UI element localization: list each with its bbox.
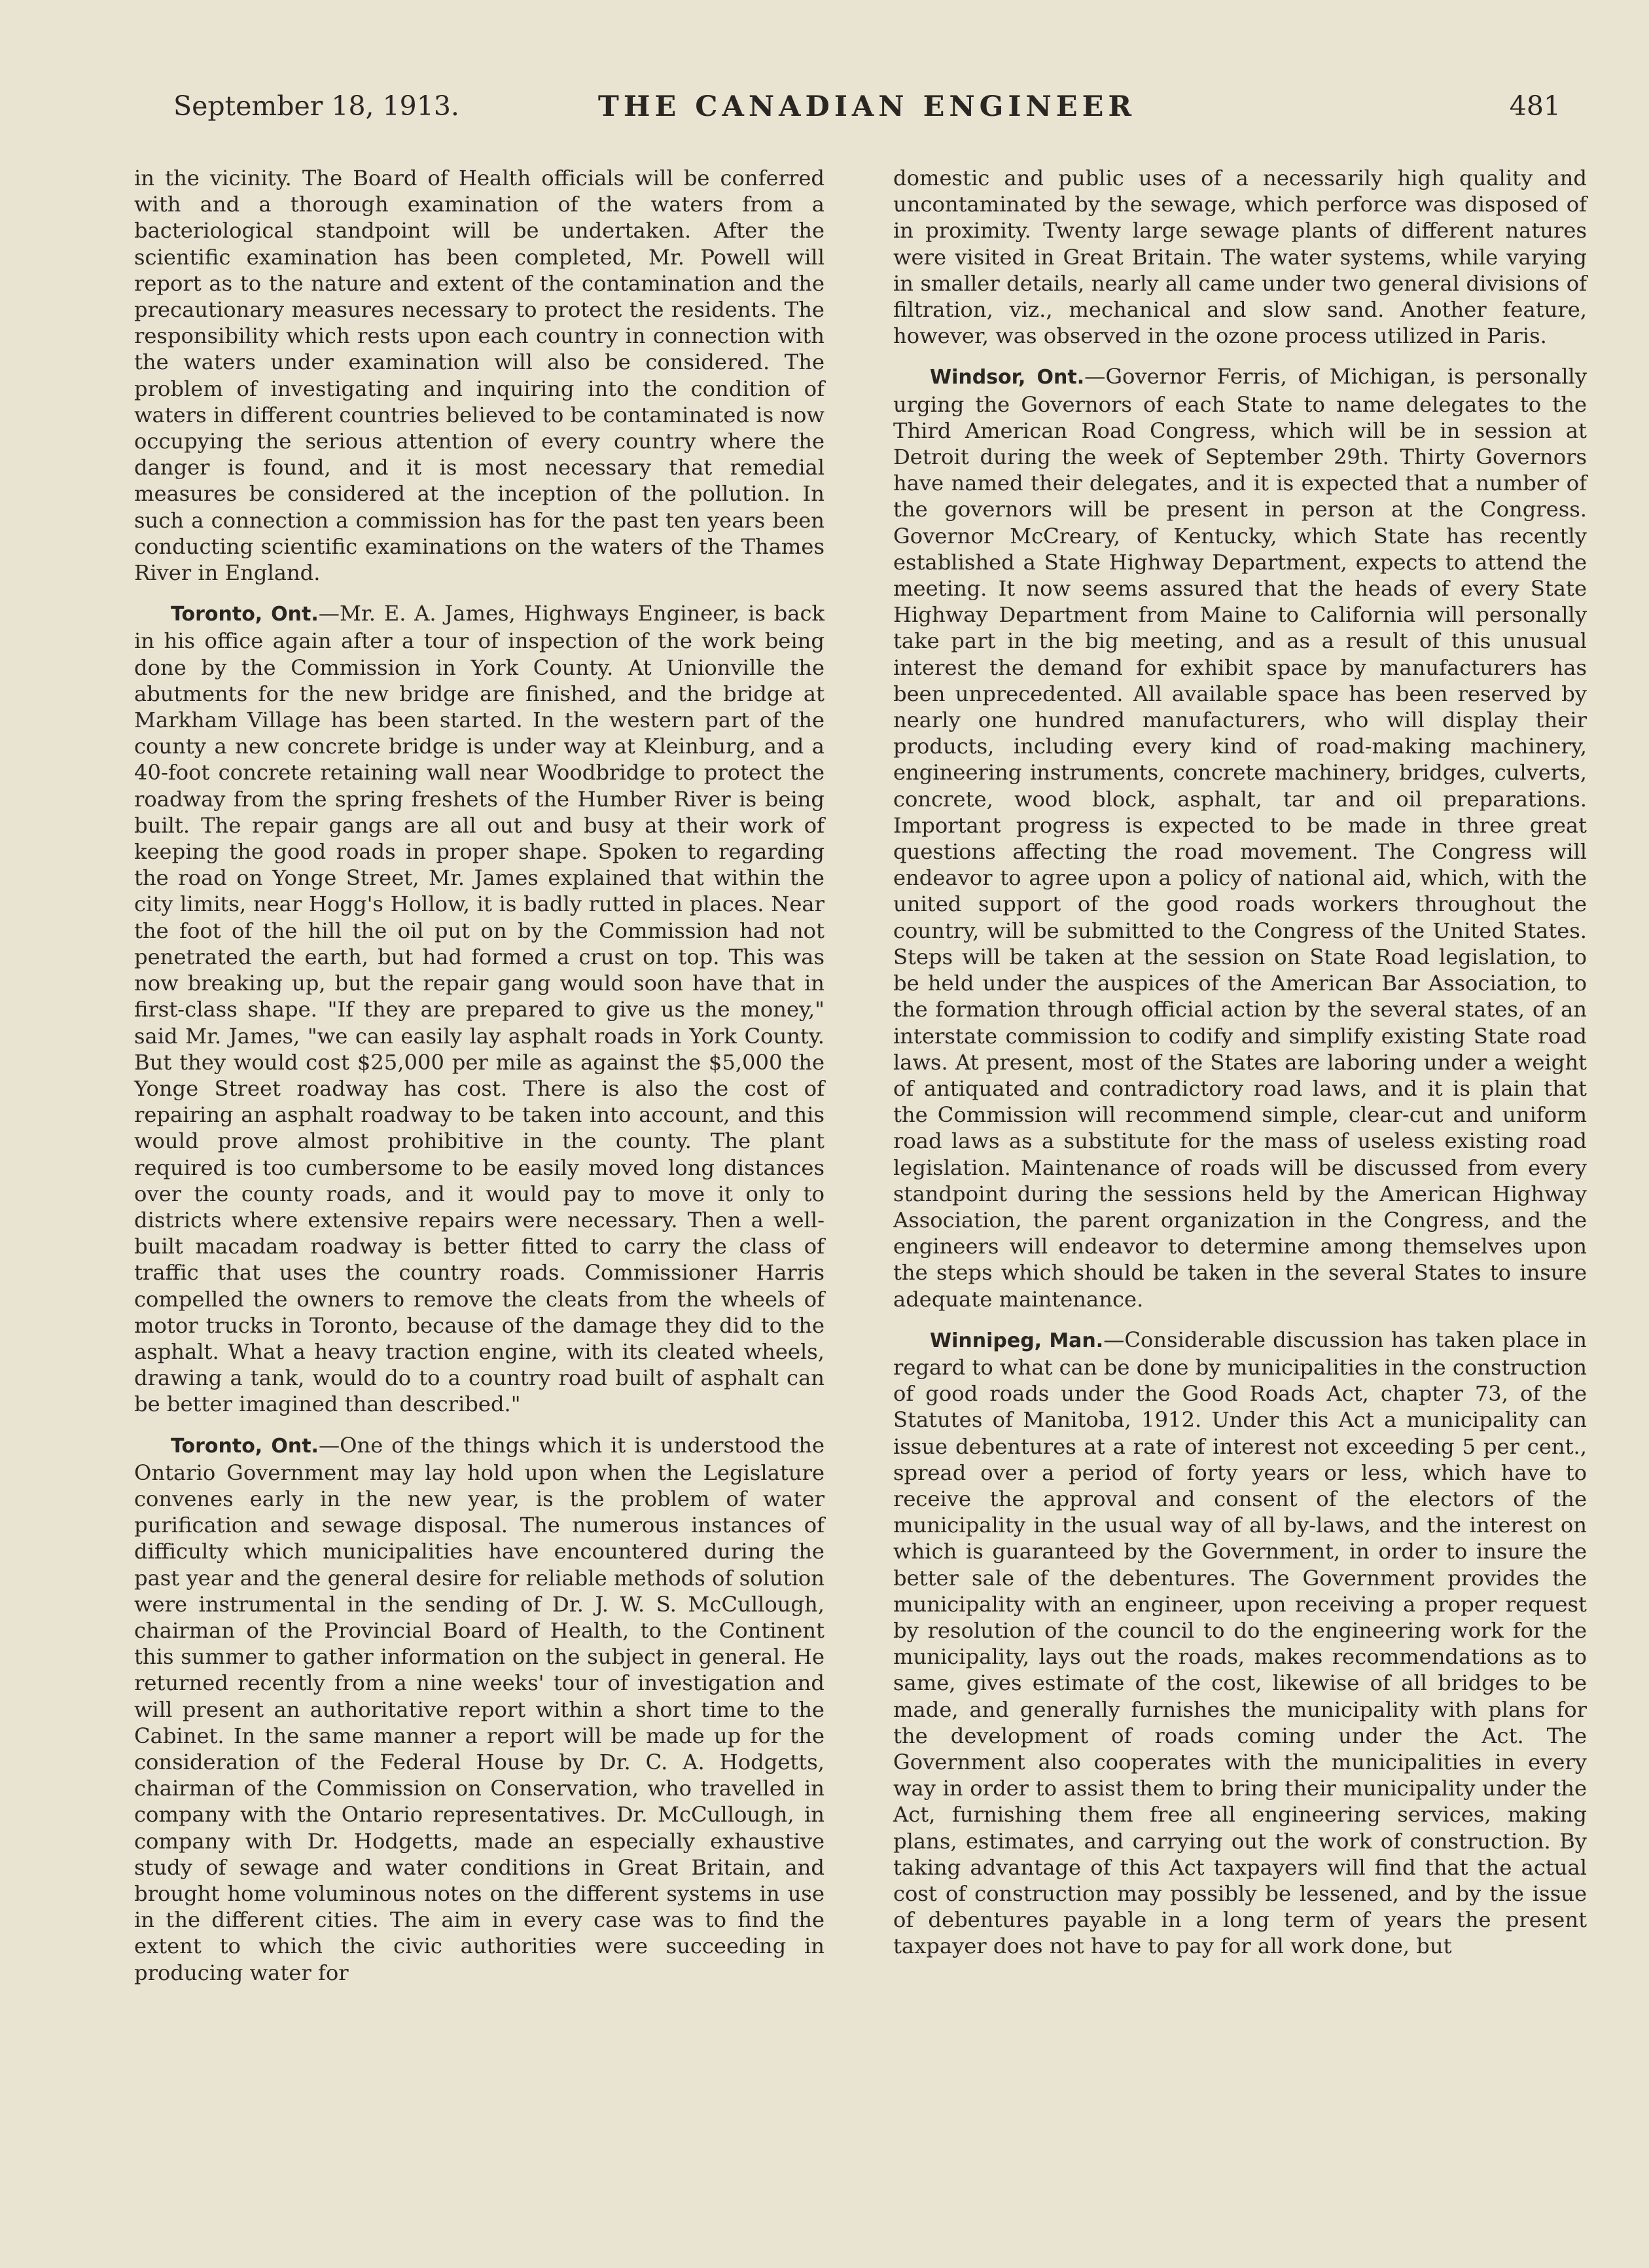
article-paragraph: in the vicinity. The Board of Health officials will be conferred with and a thorough examination of the waters from a bacteriological standpoint will be undertaken. After the scientific examination has been completed, Mr. Powell will report as to the nature and extent of the contamination and the precautionary measures necessary to protect the residents. The responsibility which rests upon each country in connection with the waters under examination will also be considered. The problem of investigating and inquiring into the condition of waters in different countries believed to be contaminated is now occupying the serious attention of every country where the danger is found, and it is most necessary that remedial measures be considered at the inception of the pollution. In such a connection a commission has for the past ten years been conducting scientific examinations on the waters of the Thames River in England. xyxy=(134,166,824,586)
right-column xyxy=(893,165,1587,1974)
article-paragraph xyxy=(893,363,1587,1312)
header-date: September 18, 1913. xyxy=(173,90,459,122)
dateline-place: Winnipeg, Man. xyxy=(930,1329,1104,1352)
page-header xyxy=(173,90,1561,136)
dateline-place: Toronto, Ont. xyxy=(171,1434,319,1458)
article-body: —Governor Ferris, of Michigan, is personally urging the Governors of each State to name delegates to the Third American Road Congress, which will be in session at Detroit during the week of September 29th. Thirty Governors have named their delegates, and it is expected that a number of the governors will be present in person at the Congress. Governor McCreary, of Kentucky, which State has recently established a State Highway Department, expects to attend the meeting. It now seems assured that the heads of every State Highway Department from Maine to California will personally take part in the big meeting, and as a result of this unusual interest the demand for exhibit space by manufacturers has been unprecedented. All available space has been reserved by nearly one hundred manufacturers, who will display their products, including every kind of road-making machinery, engineering instruments, concrete machinery, bridges, culverts, concrete, wood block, asphalt, tar and oil preparations. Important progress is expected to be made in three great questions affecting the road movement. The Congress will endeavor to agree upon a policy of national aid, which, with the united support of the good roads workers throughout the country, will be submitted to the Congress of the United States. Steps will be taken at the session on State Road legislation, to be held under the auspices of the American Bar Association, to the formation through official action by the several states, of an interstate commission to codify and simplify existing State road laws. At present, most of the States are laboring under a weight of antiquated and contradictory road laws, and it is plain that the Commission will recommend simple, clear-cut and uniform road laws as a substitute for the mass of useless existing road legislation. Maintenance of roads will be discussed from every standpoint during the sessions held by the American Highway Association, the parent organization in the Congress, and the engineers will endeavor to determine among themselves upon the steps which should be taken in the several States to insure adequate maintenance. xyxy=(893,364,1587,1312)
left-column xyxy=(134,165,824,2000)
article-paragraph xyxy=(134,600,824,1417)
publication-title: THE CANADIAN ENGINEER xyxy=(597,90,1137,123)
article-paragraph: domestic and public uses of a necessarily high quality and uncontaminated by the sewage, which perforce was disposed of in proximity. Twenty large sewage plants of different natures were visited in Great Britain. The water systems, while varying in smaller details, nearly all came under two general divisions of filtration, viz., mechanical and slow sand. Another feature, however, was observed in the ozone process utilized in Paris. xyxy=(893,166,1587,349)
dateline-place: Windsor, Ont. xyxy=(930,366,1085,389)
article-body: —Mr. E. A. James, Highways Engineer, is back in his office again after a tour of inspection of the work being done by the Commission in York County. At Unionville the abutments for the new bridge are finished, and the bridge at Markham Village has been started. In the western part of the county a new concrete bridge is under way at Kleinburg, and a 40-foot concrete retaining wall near Woodbridge to protect the roadway from the spring freshets of the Humber River is being built. The repair gangs are all out and busy at their work of keeping the good roads in proper shape. Spoken to regarding the road on Yonge Street, Mr. James explained that within the city limits, near Hogg's Hollow, it is badly rutted in places. Near the foot of the hill the oil put on by the Commission had not penetrated the earth, but had formed a crust on top. This was now breaking up, but the repair gang would soon have that in first-class shape. "If they are prepared to give us the money," said Mr. James, "we can easily lay asphalt roads in York County. But they would cost $25,000 per mile as against the $5,000 the Yonge Street roadway has cost. There is also the cost of repairing an asphalt roadway to be taken into account, and this would prove almost prohibitive in the county. The plant required is too cumbersome to be easily moved long distances over the county roads, and it would pay to move it only to districts where extensive repairs were necessary. Then a well-built macadam roadway is better fitted to carry the class of traffic that uses the country roads. Commissioner Harris compelled the owners to remove the cleats from the wheels of motor trucks in Toronto, because of the damage they did to the asphalt. What a heavy traction engine, with its cleated wheels, drawing a tank, would do to a country road built of asphalt can be better imagined than described." xyxy=(134,601,824,1417)
article-paragraph xyxy=(893,1327,1587,1960)
article-body: —Considerable discussion has taken place in regard to what can be done by municipalities in the construction of good roads under the Good Roads Act, chapter 73, of the Statutes of Manitoba, 1912. Under this Act a municipality can issue debentures at a rate of interest not exceeding 5 per cent., spread over a period of forty years or less, which have to receive the approval and consent of the electors of the municipality in the usual way of all by-laws, and the interest on which is guaranteed by the Government, in order to insure the better sale of the debentures. The Government provides the municipality with an engineer, upon receiving a proper request by resolution of the council to do the engineering work for the municipality, lays out the roads, makes recommendations as to same, gives estimate of the cost, likewise of all bridges to be made, and generally furnishes the municipality with plans for the development of roads coming under the Act. The Government also cooperates with the municipalities in every way in order to assist them to bring their municipality under the Act, furnishing them free all engineering services, making plans, estimates, and carrying out the work of construction. By taking advantage of this Act taxpayers will find that the actual cost of construction may possibly be lessened, and by the issue of debentures payable in a long term of years the present taxpayer does not have to pay for all work done, but xyxy=(893,1327,1587,1959)
article-body: —One of the things which it is understood the Ontario Government may lay hold upon when the Legislature convenes early in the new year, is the problem of water purification and sewage disposal. The numerous instances of difficulty which municipalities have encountered during the past year and the general desire for reliable methods of solution were instrumental in the sending of Dr. J. W. S. McCullough, chairman of the Provincial Board of Health, to the Continent this summer to gather information on the subject in general. He returned recently from a nine weeks' tour of investigation and will present an authoritative report within a short time to the Cabinet. In the same manner a report will be made up for the consideration of the Federal House by Dr. C. A. Hodgetts, chairman of the Commission on Conservation, who travelled in company with the Ontario representatives. Dr. McCullough, in company with Dr. Hodgetts, made an especially exhaustive study of sewage and water conditions in Great Britain, and brought home voluminous notes on the different systems in use in the different cities. The aim in every case was to find the extent to which the civic authorities were succeeding in producing water for xyxy=(134,1432,824,1985)
dateline-place: Toronto, Ont. xyxy=(171,603,319,626)
article-paragraph xyxy=(134,1432,824,1986)
page-number: 481 xyxy=(1509,90,1561,122)
